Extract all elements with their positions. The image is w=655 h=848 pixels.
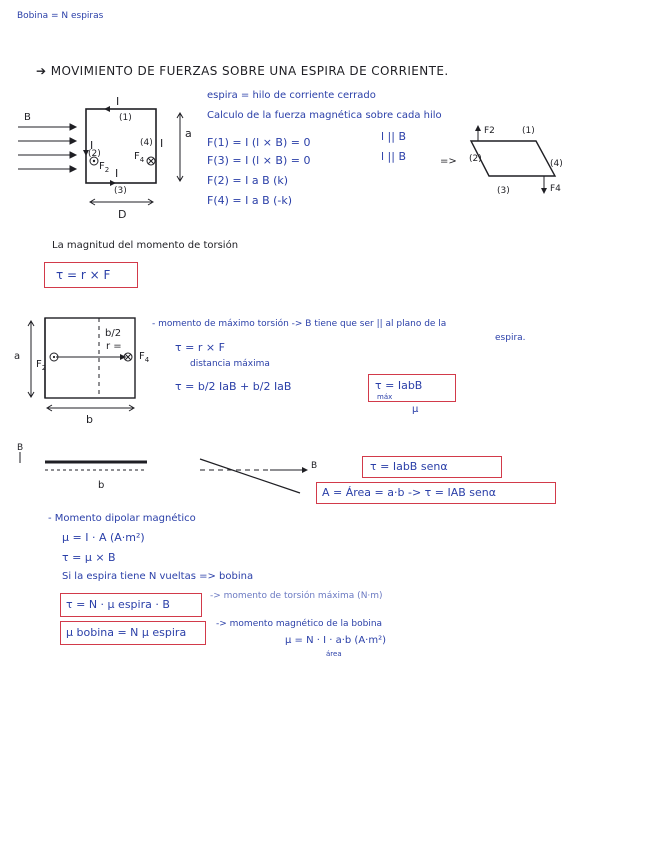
label-F2: $F_2$ [99, 161, 110, 174]
para-seg2: (2) [469, 154, 482, 164]
s4-B: B [17, 443, 24, 453]
heading-torque-magnitude: La magnitud del momento de torsión [52, 240, 239, 251]
header-note: Bobina = N espiras [17, 11, 104, 21]
line-F4: F(4) = I a B (-k) [207, 194, 293, 207]
s3-distancia: distancia máxima [190, 359, 270, 369]
label-I-right: I [160, 137, 164, 150]
s3-max-torque: - momento de máximo torsión -> B tiene que ser || al plano de la [152, 319, 447, 329]
s3-espira: espira. [495, 333, 526, 343]
mu-label: μ [412, 404, 419, 415]
label-seg2: (2) [88, 149, 101, 159]
label-B: B [24, 112, 31, 123]
area-formula: A = Área = a·b -> τ = IAB senα [322, 486, 497, 499]
s4-B2: B [311, 461, 318, 471]
line-espira: espira = hilo de corriente cerrado [207, 90, 376, 101]
para-seg4: (4) [550, 159, 563, 169]
parallel-note-1: l || B [381, 130, 407, 143]
label-I-bottom: I [115, 167, 119, 180]
line-F2: F(2) = I a B (k) [207, 174, 289, 187]
mu-formula: μ = N · I · a·b (A·m²) [285, 635, 387, 646]
implies-arrow: => [440, 156, 457, 167]
torque-formula: τ = r × F [56, 268, 111, 282]
label-seg3: (3) [114, 186, 127, 196]
label-seg1: (1) [119, 113, 132, 123]
tau-max: τ = IabB [375, 379, 423, 392]
mu-IA: μ = I · A (A·m²) [62, 531, 145, 544]
dipolar-title: - Momento dipolar magnético [48, 513, 196, 524]
label-seg4: (4) [140, 138, 153, 148]
tau-N: τ = N · μ espira · B [66, 598, 170, 611]
s3-label-r: r = [106, 341, 122, 352]
line-calculo: Calculo de la fuerza magnética sobre cada hilo [207, 110, 442, 121]
s4-b: b [98, 480, 105, 491]
s3-label-b2: b/2 [105, 328, 122, 339]
para-seg1: (1) [522, 126, 535, 136]
tau-sen: τ = IabB senα [370, 460, 448, 473]
parallel-note-2: l || B [381, 150, 407, 163]
n-vueltas: Si la espira tiene N vueltas => bobina [62, 571, 254, 582]
para-F2: F2 [484, 126, 495, 136]
para-seg3: (3) [497, 186, 510, 196]
mu-bobina: μ bobina = N μ espira [66, 626, 187, 639]
para-F4: F4 [550, 184, 561, 194]
s3-label-F4: $F_4$ [139, 351, 150, 364]
arrow-icon: ➔ [36, 64, 47, 78]
label-D: D [118, 208, 127, 221]
s3-tau-sum: τ = b/2 IaB + b/2 IaB [175, 380, 292, 393]
s3-label-a: a [14, 351, 21, 362]
note-mu-bobina: -> momento magnético de la bobina [216, 619, 383, 629]
mu-formula-sub: área [326, 650, 342, 658]
label-I-left: I [90, 139, 94, 152]
label-F4: $F_4$ [134, 151, 145, 164]
line-F3: F(3) = I (l × B) = 0 [207, 154, 311, 167]
label-a: a [185, 127, 192, 140]
s3-label-b: b [86, 413, 93, 426]
line-F1: F(1) = I (l × B) = 0 [207, 136, 311, 149]
label-I-top: I [116, 95, 120, 108]
section-title-forces: ➔ MOVIMIENTO DE FUERZAS SOBRE UNA ESPIRA DE CORRIENTE. [36, 64, 449, 78]
s3-tau-rF: τ = r × F [175, 341, 225, 354]
tau-max-sub: máx [377, 393, 393, 401]
s3-label-F2: $F_2$ [36, 359, 47, 372]
note-torsion-max: -> momento de torsión máxima (N·m) [210, 591, 383, 601]
tau-mu-B: τ = μ × B [62, 551, 116, 564]
